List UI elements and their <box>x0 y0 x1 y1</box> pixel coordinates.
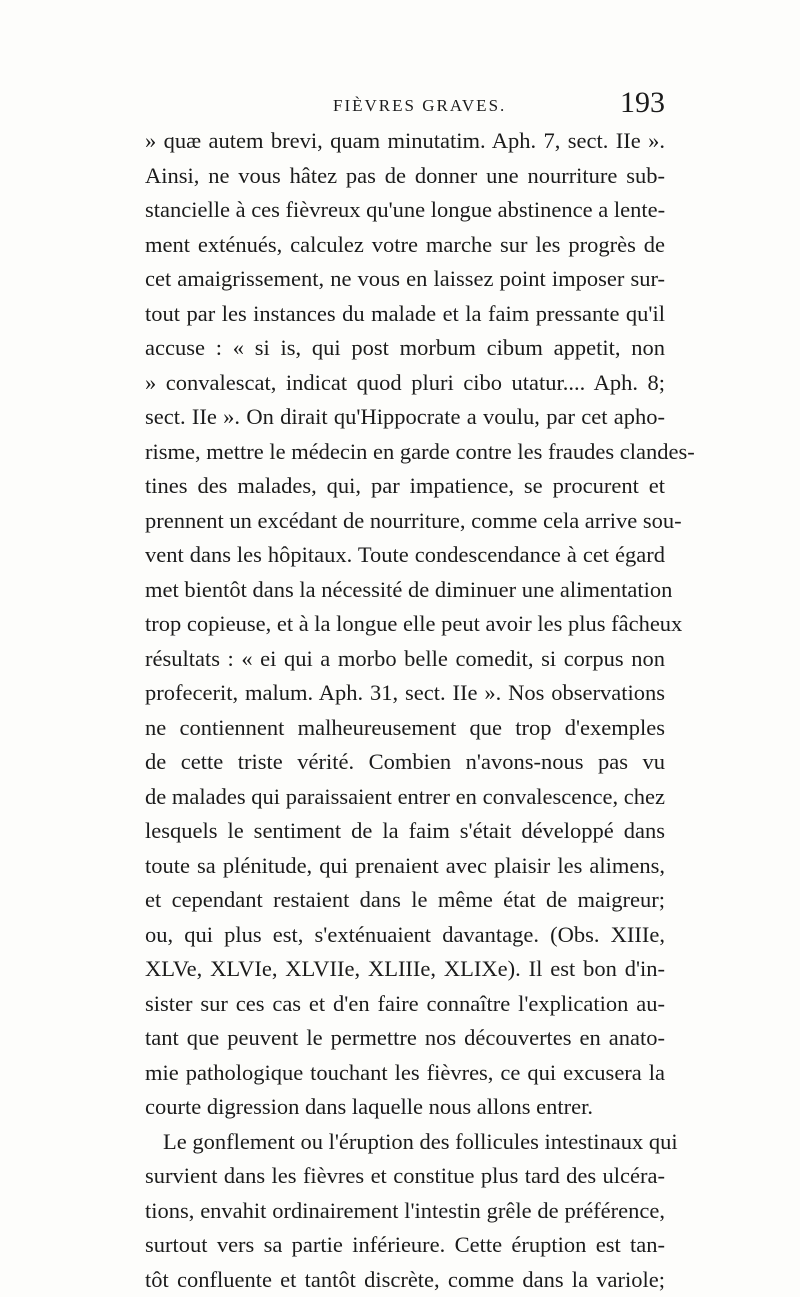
text-line: et cependant restaient dans le même état de maigreur; <box>145 883 665 918</box>
text-line: » quæ autem brevi, quam minutatim. Aph. 7, sect. IIe ». <box>145 124 665 159</box>
text-line: met bientôt dans la nécessité de diminuer une alimentation <box>145 573 665 608</box>
text-line: courte digression dans laquelle nous allons entrer. <box>145 1090 665 1125</box>
body-text <box>145 124 665 1297</box>
page-number: 193 <box>620 86 665 120</box>
text-line: cet amaigrissement, ne vous en laissez point imposer sur- <box>145 262 665 297</box>
text-line: résultats : « ei qui a morbo belle comedit, si corpus non <box>145 642 665 677</box>
text-line: toute sa plénitude, qui prenaient avec plaisir les alimens, <box>145 849 665 884</box>
text-line: tions, envahit ordinairement l'intestin grêle de préférence, <box>145 1194 665 1229</box>
text-line: Le gonflement ou l'éruption des follicules intestinaux qui <box>145 1125 665 1160</box>
text-line: lesquels le sentiment de la faim s'était développé dans <box>145 814 665 849</box>
text-line: ou, qui plus est, s'exténuaient davantage. (Obs. XIIIe, <box>145 918 665 953</box>
page-header <box>145 86 665 126</box>
text-line: ment exténués, calculez votre marche sur les progrès de <box>145 228 665 263</box>
text-line: Ainsi, ne vous hâtez pas de donner une nourriture sub- <box>145 159 665 194</box>
text-line: tant que peuvent le permettre nos découvertes en anato- <box>145 1021 665 1056</box>
text-line: trop copieuse, et à la longue elle peut avoir les plus fâcheux <box>145 607 665 642</box>
text-line: accuse : « si is, qui post morbum cibum appetit, non <box>145 331 665 366</box>
text-line: ne contiennent malheureusement que trop d'exemples <box>145 711 665 746</box>
text-line: mie pathologique touchant les fièvres, ce qui excusera la <box>145 1056 665 1091</box>
text-line: de cette triste vérité. Combien n'avons-nous pas vu <box>145 745 665 780</box>
running-title: FIÈVRES GRAVES. <box>333 96 506 116</box>
text-line: surtout vers sa partie inférieure. Cette éruption est tan- <box>145 1228 665 1263</box>
text-line: tines des malades, qui, par impatience, se procurent et <box>145 469 665 504</box>
text-line: vent dans les hôpitaux. Toute condescendance à cet égard <box>145 538 665 573</box>
text-line: de malades qui paraissaient entrer en convalescence, chez <box>145 780 665 815</box>
text-line: sister sur ces cas et d'en faire connaître l'explication au- <box>145 987 665 1022</box>
text-line: prennent un excédant de nourriture, comme cela arrive sou- <box>145 504 665 539</box>
text-line: » convalescat, indicat quod pluri cibo utatur.... Aph. 8; <box>145 366 665 401</box>
text-line: profecerit, malum. Aph. 31, sect. IIe ». Nos observations <box>145 676 665 711</box>
text-line: stancielle à ces fièvreux qu'une longue abstinence a lente- <box>145 193 665 228</box>
text-line: tout par les instances du malade et la faim pressante qu'il <box>145 297 665 332</box>
text-line: survient dans les fièvres et constitue plus tard des ulcéra- <box>145 1159 665 1194</box>
text-line: tôt confluente et tantôt discrète, comme dans la variole; <box>145 1263 665 1297</box>
text-line: sect. IIe ». On dirait qu'Hippocrate a voulu, par cet apho- <box>145 400 665 435</box>
text-line: risme, mettre le médecin en garde contre les fraudes clandes- <box>145 435 665 470</box>
text-line: XLVe, XLVIe, XLVIIe, XLIIIe, XLIXe). Il est bon d'in- <box>145 952 665 987</box>
